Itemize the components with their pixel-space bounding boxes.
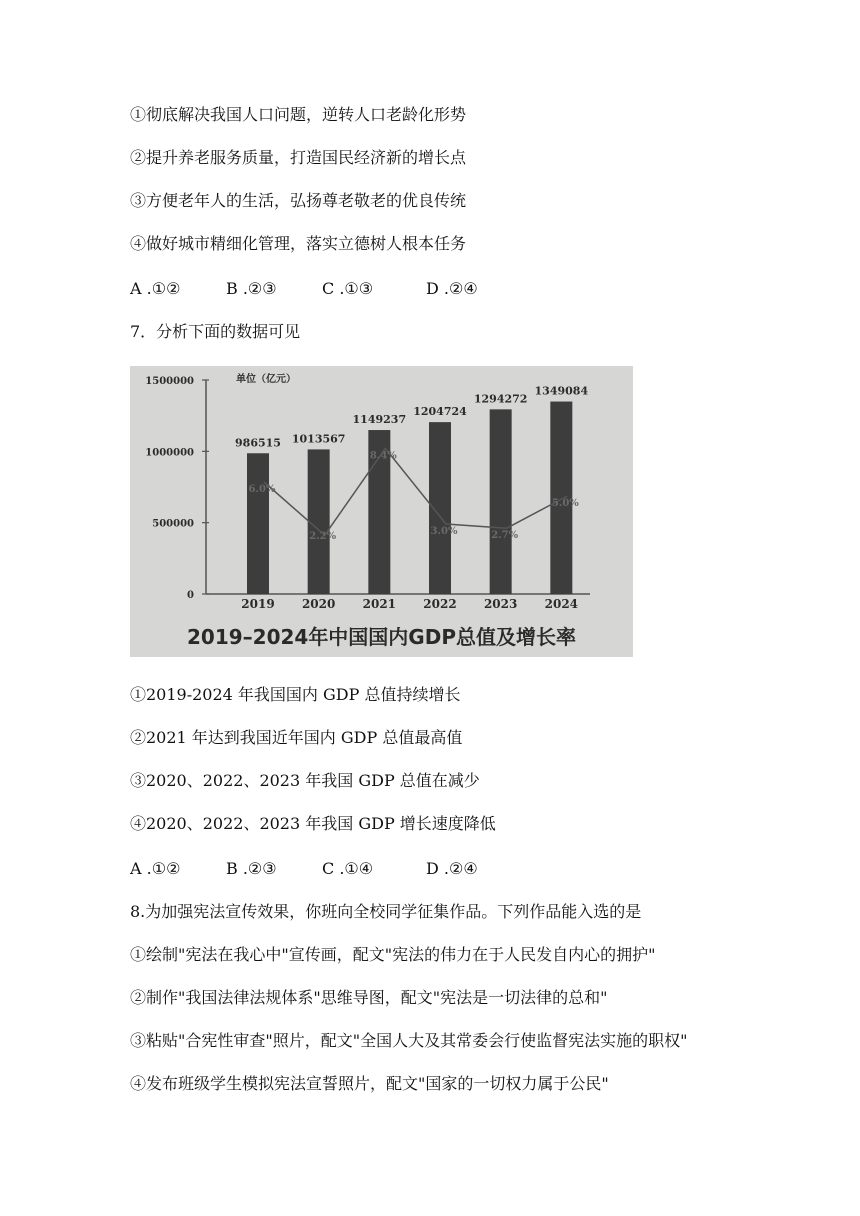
gdp-bar xyxy=(308,449,330,594)
bar-value-label: 1204724 xyxy=(413,405,467,419)
q6-option-d[interactable]: D .②④ xyxy=(426,279,478,298)
gdp-chart xyxy=(130,366,633,657)
q7-item-1: ①2019-2024 年我国国内 GDP 总值持续增长 xyxy=(130,685,461,704)
q8-item-3: ③粘贴"合宪性审查"照片，配文"全国人大及其常委会行使监督宪法实施的职权" xyxy=(130,1031,688,1050)
growth-rate-label: 6.0% xyxy=(248,484,276,495)
bar-value-label: 1013567 xyxy=(291,432,346,446)
y-tick-label: 1500000 xyxy=(145,376,194,387)
bar-value-label: 1149237 xyxy=(352,413,407,427)
q7-stem: 7．分析下面的数据可见 xyxy=(130,322,301,341)
y-tick-label: 500000 xyxy=(152,518,194,530)
q8-item-1: ①绘制"宪法在我心中"宣传画，配文"宪法的伟力在于人民发自内心的拥护" xyxy=(130,945,656,964)
q6-item-4: ④做好城市精细化管理，落实立德树人根本任务 xyxy=(130,234,467,253)
q6-item-3: ③方便老年人的生活，弘扬尊老敬老的优良传统 xyxy=(130,191,467,210)
q7-option-a[interactable]: A .①② xyxy=(130,859,181,878)
q7-item-2: ②2021 年达到我国近年国内 GDP 总值最高值 xyxy=(130,728,463,747)
bar-value-label: 986515 xyxy=(235,436,281,450)
unit-label: 单位（亿元） xyxy=(236,374,296,385)
q8-item-2: ②制作"我国法律法规体系"思维导图，配文"宪法是一切法律的总和" xyxy=(130,988,608,1007)
q8-item-4: ④发布班级学生模拟宪法宣誓照片，配文"国家的一切权力属于公民" xyxy=(130,1074,609,1093)
growth-rate-label: 8.4% xyxy=(369,450,397,462)
q8-stem: 8.为加强宪法宣传效果，你班向全校同学征集作品。下列作品能入选的是 xyxy=(130,902,642,921)
q6-item-1: ①彻底解决我国人口问题，逆转人口老龄化形势 xyxy=(130,105,467,124)
q7-option-d[interactable]: D .②④ xyxy=(426,859,478,878)
q7-item-3: ③2020、2022、2023 年我国 GDP 总值在减少 xyxy=(130,771,480,790)
x-tick-label: 2019 xyxy=(241,597,275,611)
x-tick-label: 2022 xyxy=(423,597,457,611)
q6-item-2: ②提升养老服务质量，打造国民经济新的增长点 xyxy=(130,148,467,167)
y-tick-label: 1000000 xyxy=(145,447,194,459)
bar-value-label: 1349084 xyxy=(534,384,589,398)
x-tick-label: 2024 xyxy=(544,597,579,611)
growth-rate-label: 2.7% xyxy=(491,530,519,542)
y-tick-label: 0 xyxy=(187,590,194,601)
gdp-bar xyxy=(490,409,512,594)
gdp-chart-svg xyxy=(130,366,633,657)
q7-option-b[interactable]: B .②③ xyxy=(226,859,277,878)
q7-options xyxy=(130,858,478,880)
growth-rate-label: 2.2% xyxy=(309,531,337,543)
x-tick-label: 2021 xyxy=(362,597,397,611)
q6-options xyxy=(130,278,478,300)
q6-option-b[interactable]: B .②③ xyxy=(226,279,277,298)
x-tick-label: 2020 xyxy=(301,597,336,611)
growth-rate-label: 3.0% xyxy=(430,526,458,537)
gdp-bar xyxy=(247,453,269,594)
bar-value-label: 1294272 xyxy=(473,392,528,406)
q7-option-c[interactable]: C .①④ xyxy=(322,859,374,878)
x-tick-label: 2023 xyxy=(483,597,518,611)
q6-option-a[interactable]: A .①② xyxy=(130,279,181,298)
chart-title: 2019–2024年中国国内GDP总值及增长率 xyxy=(186,625,576,649)
q6-option-c[interactable]: C .①③ xyxy=(322,279,374,298)
growth-rate-label: 5.0% xyxy=(551,498,579,509)
q7-item-4: ④2020、2022、2023 年我国 GDP 增长速度降低 xyxy=(130,814,496,833)
